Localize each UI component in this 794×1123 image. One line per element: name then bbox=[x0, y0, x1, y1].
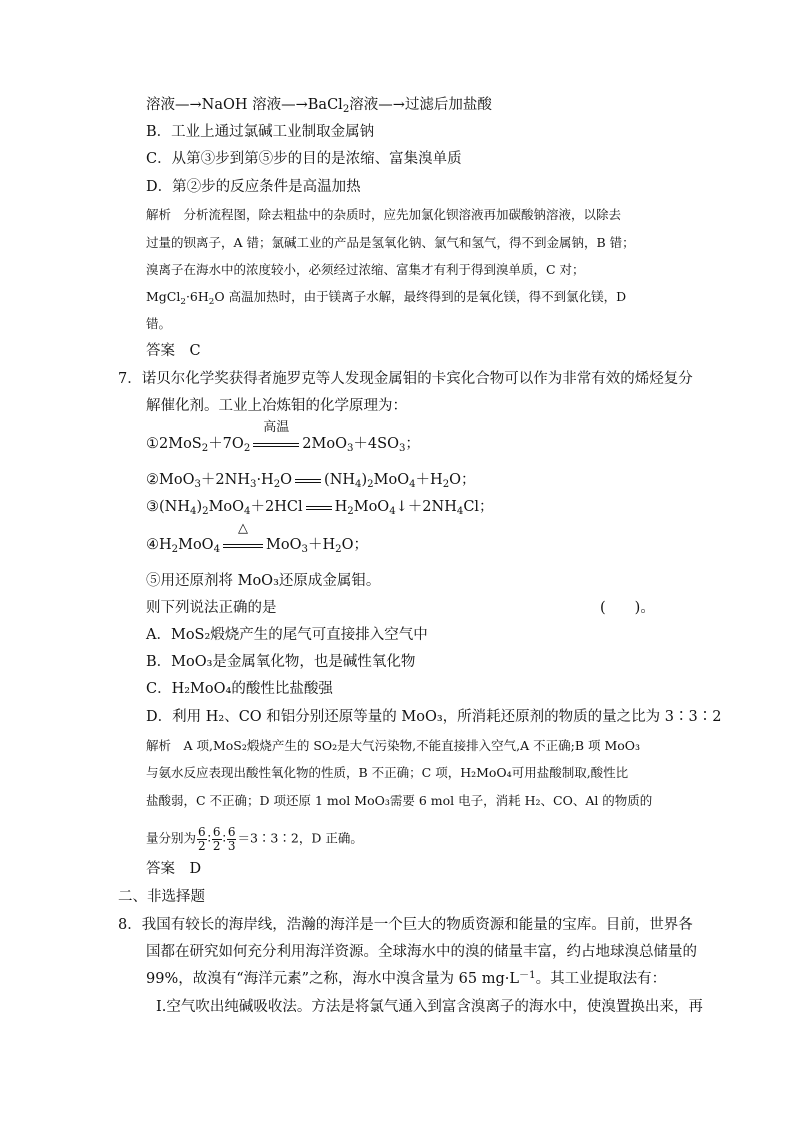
high-temp-condition: 高温 bbox=[250, 437, 302, 452]
fraction-6-3: $\frac{6}{3}$ bbox=[227, 825, 236, 853]
q7-equation-5: ⑤用还原剂将 MoO₃还原成金属钼。 bbox=[146, 573, 381, 589]
q8-line-3: 99%，故溴有“海洋元素”之称，海水中溴含量为 65 $mg\cdot L^{-1}$。其工业提取法有： bbox=[146, 970, 667, 987]
q8-line-2: 国都在研究如何充分利用海洋资源。全球海水中的溴的储量丰富，约占地球溴总储量的 bbox=[146, 944, 697, 960]
q6-analysis-line-4: $MgCl_2\cdot 6H_2O$ 高温加热时，由于镁离子水解，最终得到的是氧化镁，得不到氯化镁，D bbox=[146, 289, 627, 307]
q7-analysis-line-3: 盐酸弱，C 不正确；D 项还原 1 mol MoO₃需要 6 mol 电子，消耗 H₂、CO、Al 的物质的 bbox=[146, 793, 653, 808]
q7-equation-4: $④H_2MoO_4$ △ $MoO_3+H_2O$； bbox=[146, 521, 368, 555]
q7-equation-1: $①2MoS_2+7O_2$ 高温 $2MoO_3+4SO_3$； bbox=[146, 420, 420, 454]
q7-answer-paren: ( )。 bbox=[600, 600, 655, 616]
q6-analysis-line-3: 溴离子在海水中的浓度较小，必须经过浓缩、富集才有利于得到溴单质，C 对； bbox=[146, 262, 585, 277]
q7-option-c: C．H₂MoO₄的酸性比盐酸强 bbox=[146, 681, 333, 697]
q7-option-a: A．MoS₂煅烧产生的尾气可直接排入空气中 bbox=[146, 627, 428, 643]
q7-analysis-line-4: 量分别为 $\frac{6}{2}$ ∶ $\frac{6}{2}$ ∶ $\frac{6}{3}$ ＝3∶3∶2，D 正确。 bbox=[146, 825, 363, 853]
q7-option-d: D．利用 H₂、CO 和铝分别还原等量的 MoO₃，所消耗还原剂的物质的量之比为 3∶3∶2 bbox=[146, 709, 722, 725]
q7-question: 则下列说法正确的是 bbox=[146, 600, 277, 616]
q7-equation-2: $②MoO_3+2NH_3\cdot H_2O$ $(NH_4)_2MoO_4+H_2O$； bbox=[146, 472, 476, 490]
q7-stem-line-2: 解催化剂。工业上冶炼钼的化学原理为： bbox=[146, 398, 407, 414]
q7-analysis-line-1: 解析 A 项,MoS₂煅烧产生的 SO₂是大气污染物,不能直接排入空气,A 不正确;B 项 MoO₃ bbox=[146, 738, 641, 753]
q6-analysis-line-5: 错。 bbox=[146, 316, 172, 331]
q6-answer: 答案 C bbox=[146, 343, 201, 359]
section-heading: 二、非选择题 bbox=[118, 889, 205, 905]
q7-analysis-line-2: 与氨水反应表现出酸性氧化物的性质，B 不正确；C 项，H₂MoO₄可用盐酸制取,酸性比 bbox=[146, 765, 629, 780]
q6-analysis-line-2: 过量的钡离子，A 错；氯碱工业的产品是氢氧化钠、氯气和氢气，得不到金属钠，B 错； bbox=[146, 235, 635, 250]
q7-answer: 答案 D bbox=[146, 861, 202, 877]
heat-condition: △ bbox=[220, 538, 266, 553]
q6-option-d: D．第②步的反应条件是高温加热 bbox=[146, 179, 361, 195]
q6-option-c: C．从第③步到第⑤步的目的是浓缩、富集溴单质 bbox=[146, 151, 462, 167]
q8-line-1: 8．我国有较长的海岸线，浩瀚的海洋是一个巨大的物质资源和能量的宝库。目前，世界各 bbox=[118, 917, 693, 933]
q6-option-b: B．工业上通过氯碱工业制取金属钠 bbox=[146, 124, 375, 140]
q7-option-b: B．MoO₃是金属氧化物，也是碱性氧化物 bbox=[146, 654, 416, 670]
fraction-6-2: $\frac{6}{2}$ bbox=[212, 825, 221, 853]
q7-equation-3: $③(NH_4)_2MoO_4+2HCl$ $H_2MoO_4↓+2NH_4Cl$； bbox=[146, 499, 494, 517]
q7-stem-line-1: 7．诺贝尔化学奖获得者施罗克等人发现金属钼的卡宾化合物可以作为非常有效的烯烃复分 bbox=[118, 371, 693, 387]
q8-line-4: Ⅰ.空气吹出纯碱吸收法。方法是将氯气通入到富含溴离子的海水中，使溴置换出来，再 bbox=[156, 999, 703, 1015]
fraction-6-2: $\frac{6}{2}$ bbox=[198, 825, 206, 853]
q6-analysis-line-1: 解析 分析流程图，除去粗盐中的杂质时，应先加氯化钡溶液再加碳酸钠溶液，以除去 bbox=[146, 207, 622, 222]
q6-flow-line: 溶液—→NaOH 溶液—→BaCl$_2$溶液—→过滤后加盐酸 bbox=[146, 97, 492, 115]
